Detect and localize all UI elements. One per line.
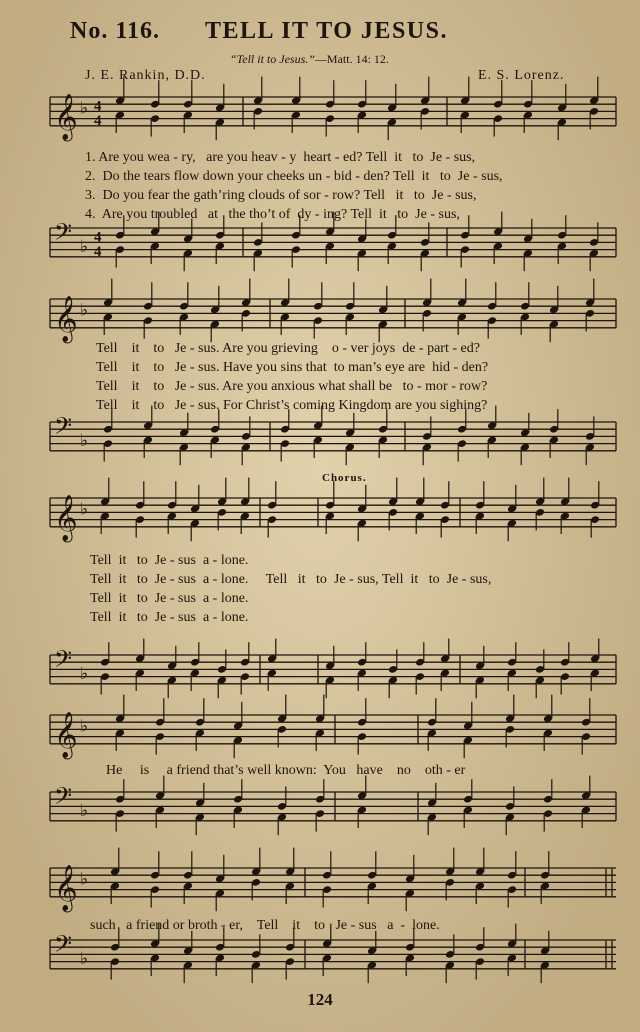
treble-clef-icon: 𝄞 [54,295,78,342]
chorus-lyric-line-5: He is a friend that’s well known: You have no oth - er [106,763,466,778]
flat-icon: ♭ [80,948,89,968]
bass-clef-icon: 𝄢 [54,217,73,251]
scripture-quote: “Tell it to Jesus.” [230,52,315,66]
composer: E. S. Lorenz. [478,68,565,83]
lyric-verse-1-line-2: Tell it to Je - sus. Are you grieving o - ver joys de - part - ed? [96,341,480,356]
time-signature-top: 4 [94,98,102,115]
lyric-verse-4-line-2: Tell it to Je - sus. For Christ’s coming Kingdom are you sighing? [96,398,488,413]
flat-icon: ♭ [80,869,89,889]
lyric-verse-2-line-2: Tell it to Je - sus. Have you sins that to man’s eye are hid - den? [96,360,489,375]
page-number: 124 [307,990,333,1009]
bass-clef-icon: 𝄢 [54,929,73,963]
treble-clef-icon: 𝄞 [54,494,78,541]
chorus-lyric-2: Tell it to Je - sus a - lone. Tell it to Je - sus, Tell it to Je - sus, [90,572,492,587]
lyricist: J. E. Rankin, D.D. [85,68,206,83]
time-signature-bottom: 4 [94,244,102,261]
flat-icon: ♭ [80,236,89,256]
lyric-verse-3-line-2: Tell it to Je - sus. Are you anxious what shall be to - mor - row? [96,379,488,394]
chorus-lyric-line-6: such a friend or broth - er, Tell it to Je - sus a - lone. [90,918,440,933]
chorus-lyric-3: Tell it to Je - sus a - lone. [90,591,249,606]
treble-clef-icon: 𝄞 [54,93,78,140]
bass-clef-icon: 𝄢 [54,781,73,815]
bass-clef-icon: 𝄢 [54,411,73,445]
chorus-lyric-1: Tell it to Je - sus a - lone. [90,553,249,568]
time-signature-top: 4 [94,229,102,246]
flat-icon: ♭ [80,499,89,519]
hymn-number: No. 116. [70,18,161,44]
lyric-verse-4: 4. Are you troubled at the tho’t of dy - ing? Tell it to Je - sus, [85,207,460,222]
treble-clef-icon: 𝄞 [54,864,78,911]
time-signature-bottom: 4 [94,113,102,130]
flat-icon: ♭ [80,800,89,820]
scripture-citation: —Matt. 14: 12. [314,52,389,66]
flat-icon: ♭ [80,716,89,736]
treble-clef-icon: 𝄞 [54,711,78,758]
chorus-label: Chorus. [322,472,367,484]
flat-icon: ♭ [80,98,89,118]
bass-clef-icon: 𝄢 [54,644,73,678]
lyric-verse-3: 3. Do you fear the gath’ring clouds of sor - row? Tell it to Je - sus, [85,188,477,203]
flat-icon: ♭ [80,430,89,450]
chorus-lyric-4: Tell it to Je - sus a - lone. [90,610,249,625]
lyric-verse-2: 2. Do the tears flow down your cheeks un - bid - den? Tell it to Je - sus, [85,169,503,184]
flat-icon: ♭ [80,300,89,320]
lyric-verse-1: 1. Are you wea - ry, are you heav - y heart - ed? Tell it to Je - sus, [85,150,476,165]
flat-icon: ♭ [80,663,89,683]
hymn-title: TELL IT TO JESUS. [205,18,448,44]
